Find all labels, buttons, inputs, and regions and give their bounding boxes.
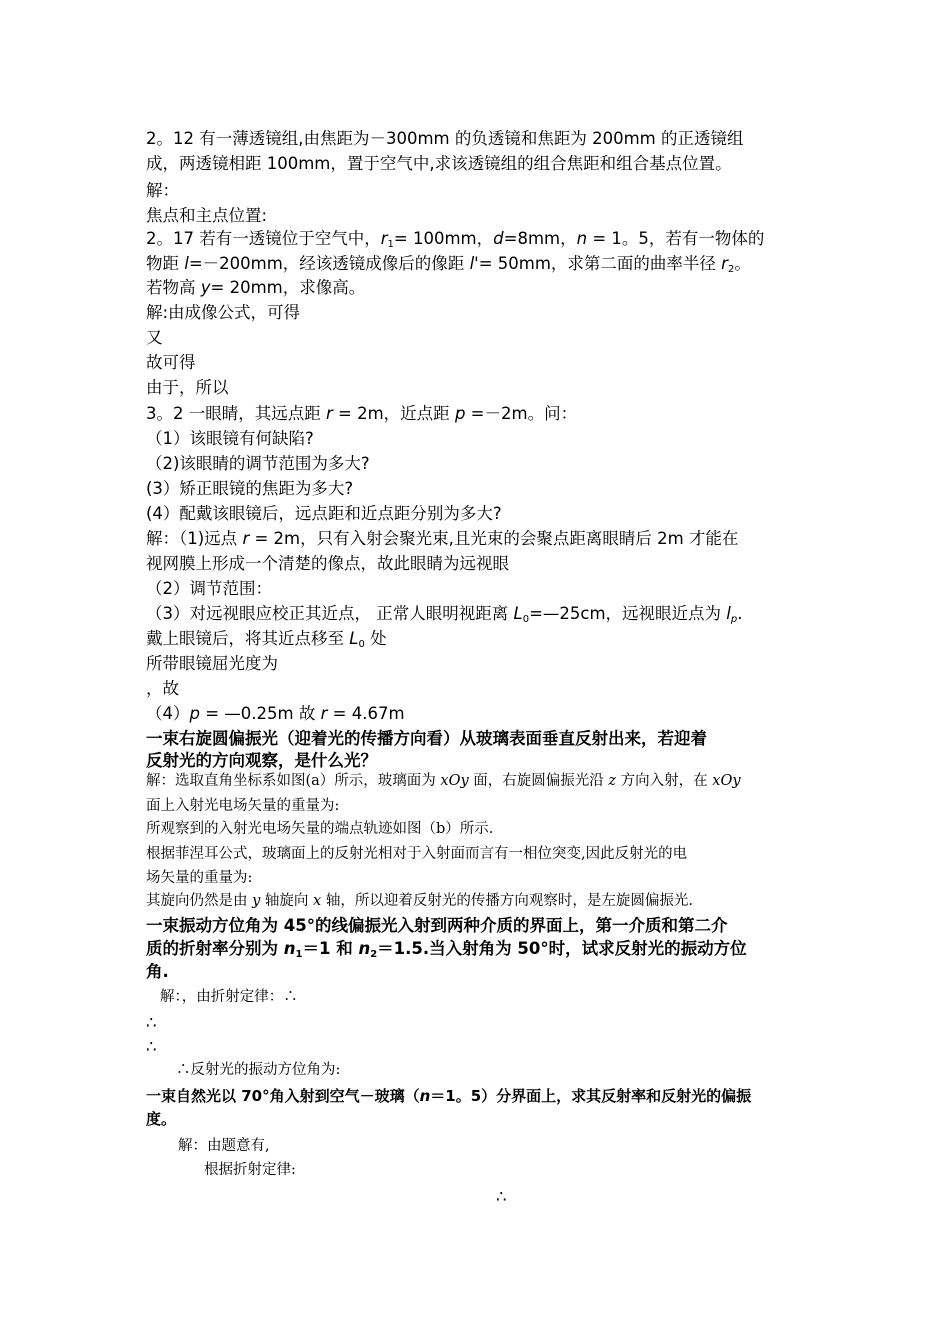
problem-heading: 度。 [146, 1110, 177, 1128]
problem-3-2-line1: 3。2 一眼睛，其远点距 r = 2m，近点距 p =－2m。问： [146, 404, 578, 423]
solution-line: 根据折射定律: [204, 1162, 296, 1178]
solution-line: ，故 [146, 679, 179, 698]
problem-2-17-line2: 物距 l=－200mm，经该透镜成像后的像距 l'= 50mm，求第二面的曲率半径 $r_2$。 [146, 254, 751, 275]
question-1: （1）该眼镜有何缺陷? [146, 429, 314, 448]
solution-line: 视网膜上形成一个清楚的像点，故此眼睛为远视眼 [146, 554, 509, 573]
solution-label: 解： [146, 181, 179, 200]
problem-heading: 质的折射率分别为 $n_1=1$ 和 $n_2=1.5$.当入射角为 50°时，试求反射光的振动方位 [146, 939, 747, 960]
problem-heading: 反射光的方向观察，是什么光？ [146, 751, 377, 770]
problem-heading: 一束右旋圆偏振光（迎着光的传播方向看）从玻璃表面垂直反射出来，若迎着 [146, 729, 707, 748]
solution-line: 所观察到的入射光电场矢量的端点轨迹如图（b）所示. [146, 821, 494, 837]
solution-line: 又 [146, 328, 163, 347]
problem-2-17-line3: 若物高 y= 20mm，求像高。 [146, 278, 366, 297]
therefore-symbol: ∴ [496, 1187, 507, 1206]
question-3: (3）矫正眼镜的焦距为多大? [146, 479, 354, 498]
problem-2-12-line2: 成，两透镜相距 100mm，置于空气中,求该透镜组的组合焦距和组合基点位置。 [146, 154, 732, 173]
solution-line: 面上入射光电场矢量的重量为: [146, 798, 340, 814]
solution-line: 所带眼镜屈光度为 [146, 654, 278, 673]
solution-line: 场矢量的重量为: [146, 870, 253, 886]
solution-line: 解：由题意有, [178, 1138, 270, 1154]
solution-line: 故可得 [146, 353, 196, 372]
solution-line: 解：，由折射定律：∴ [160, 989, 298, 1005]
solution-line: 解:由成像公式，可得 [146, 303, 301, 322]
solution-line: （3）对远视眼应校正其近点， 正常人眼明视距离 $L_0=—25cm$，远视眼近点为 $l_p$. [146, 604, 743, 625]
problem-heading: 一束振动方位角为 45°的线偏振光入射到两种介质的界面上，第一介质和第二介 [146, 916, 728, 935]
focus-principal-line: 焦点和主点位置: [146, 206, 268, 225]
problem-heading: 一束自然光以 70°角入射到空气－玻璃（n＝1。5）分界面上，求其反射率和反射光的偏振 [146, 1087, 752, 1105]
solution-line: 解：选取直角坐标系如图(a）所示，玻璃面为 xOy 面，右旋圆偏振光沿 z 方向入射，在 xOy [146, 773, 741, 789]
question-4: (4）配戴该眼镜后，远点距和近点距分别为多大? [146, 504, 502, 523]
therefore-symbol: ∴ [146, 1013, 157, 1032]
question-2: （2)该眼睛的调节范围为多大? [146, 454, 370, 473]
solution-line: （4）p = —0.25m 故 r = 4.67m [146, 704, 405, 723]
solution-line: ∴反射光的振动方位角为: [176, 1062, 341, 1078]
solution-line: 其旋向仍然是由 y 轴旋向 x 轴，所以迎着反射光的传播方向观察时，是左旋圆偏振光. [146, 893, 693, 909]
problem-2-17-line1: 2。17 若有一透镜位于空气中，$r_1= 100mm$，d=8mm，n = 1。5，若有一物体的 [146, 229, 765, 250]
therefore-symbol: ∴ [146, 1037, 157, 1056]
problem-heading: 角. [146, 962, 169, 981]
solution-line: （2）调节范围： [146, 579, 272, 598]
solution-line: 由于，所以 [146, 378, 229, 397]
solution-line: 解：（1)远点 r = 2m，只有入射会聚光束,且光束的会聚点距离眼睛后 2m 才能在 [146, 529, 739, 548]
solution-line: 根据菲涅耳公式，玻璃面上的反射光相对于入射面而言有一相位突变,因此反射光的电 [146, 846, 688, 862]
problem-2-12-line1: 2。12 有一薄透镜组,由焦距为－300mm 的负透镜和焦距为 200mm 的正透镜组 [146, 129, 744, 148]
solution-line: 戴上眼镜后，将其近点移至 $L_0$ 处 [146, 629, 387, 650]
